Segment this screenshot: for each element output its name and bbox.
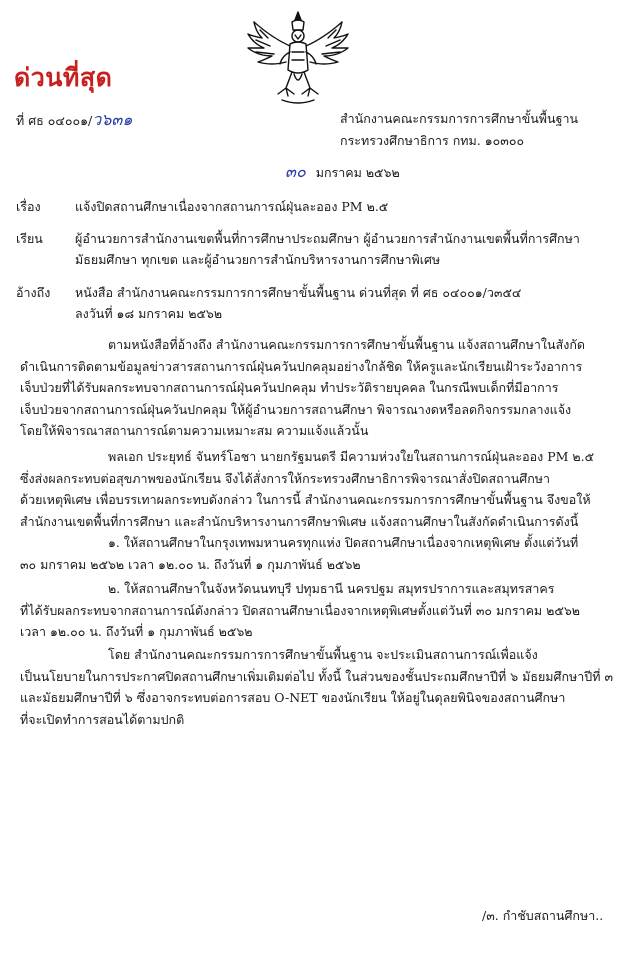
recipient-line: ผู้อำนวยการสำนักงานเขตพื้นที่การศึกษาประถมศึกษา ผู้อำนวยการสำนักงานเขตพื้นที่การศึกษา	[75, 231, 580, 246]
body-line: ตามหนังสือที่อ้างถึง สำนักงานคณะกรรมการการศึกษาขั้นพื้นฐาน แจ้งสถานศึกษาในสังกัด	[108, 337, 586, 352]
document-number-printed: ที่ ศธ ๐๔๐๐๑/	[16, 113, 93, 128]
body-line: ๒. ให้สถานศึกษาในจังหวัดนนทบุรี ปทุมธานี นครปฐม สมุทรปราการและสมุทรสาคร	[108, 581, 555, 596]
body-line: ด้วยเหตุพิเศษ เพื่อบรรเทาผลกระทบดังกล่าว ในการนี้ สำนักงานคณะกรรมการการศึกษาขั้นพื้นฐาน จึงขอให้	[20, 492, 591, 507]
continuation-note: /๓. กำชับสถานศึกษา..	[482, 908, 604, 923]
urgency-stamp: ด่วนที่สุด	[14, 63, 113, 92]
body-item-1	[20, 532, 616, 575]
office-name: สำนักงานคณะกรรมการการศึกษาขั้นพื้นฐาน	[340, 111, 579, 126]
date-month-year: มกราคม ๒๕๖๒	[315, 165, 400, 180]
office-address	[340, 108, 578, 152]
date-day-handwritten: ๓๐	[285, 162, 306, 181]
body-line: โดย สำนักงานคณะกรรมการการศึกษาขั้นพื้นฐาน จะประเมินสถานการณ์เพื่อแจ้ง	[108, 647, 538, 662]
document-number	[16, 108, 132, 133]
body-line: พลเอก ประยุทธ์ จันทร์โอชา นายกรัฐมนตรี มีความห่วงใยในสถานการณ์ฝุ่นละออง PM ๒.๕	[108, 449, 595, 464]
body-line: เวลา ๑๒.๐๐ น. ถึงวันที่ ๑ กุมภาพันธ์ ๒๕๖๒	[20, 624, 253, 639]
reference-line: ลงวันที่ ๑๘ มกราคม ๒๕๖๒	[75, 306, 223, 321]
body-line: เป็นนโยบายในการประกาศปิดสถานศึกษาเพิ่มเติมต่อไป ทั้งนี้ ในส่วนของชั้นประถมศึกษาปีที่ ๖ มัธยมศึกษาปีที่ ๓	[20, 668, 613, 684]
reference-label: อ้างถึง	[16, 285, 51, 300]
document-number-handwritten: ว๖๓๑	[92, 110, 133, 129]
subject-text: แจ้งปิดสถานศึกษาเนื่องจากสถานการณ์ฝุ่นละออง PM ๒.๕	[75, 199, 389, 214]
body-line: ที่ได้รับผลกระทบจากสถานการณ์ดังกล่าว ปิดสถานศึกษาเนื่องจากเหตุพิเศษตั้งแต่วันที่ ๓๐ มกราคม ๒๕๖๒	[20, 602, 581, 618]
document-date	[285, 160, 400, 185]
body-line: สำนักงานเขตพื้นที่การศึกษา และสำนักบริหารงานการศึกษาพิเศษ แจ้งสถานศึกษาในสังกัดดำเนินการดังนี้	[20, 513, 579, 529]
reference-line: หนังสือ สำนักงานคณะกรรมการการศึกษาขั้นพื้นฐาน ด่วนที่สุด ที่ ศธ ๐๔๐๐๑/ว๓๕๔	[75, 285, 522, 300]
body-paragraph-3	[20, 644, 616, 730]
recipient-label: เรียน	[16, 231, 43, 246]
garuda-emblem-icon	[242, 8, 354, 108]
body-line: ๓๐ มกราคม ๒๕๖๒ เวลา ๑๒.๐๐ น. ถึงวันที่ ๑ กุมภาพันธ์ ๒๕๖๒	[20, 556, 361, 572]
body-line: ๑. ให้สถานศึกษาในกรุงเทพมหานครทุกแห่ง ปิดสถานศึกษาเนื่องจากเหตุพิเศษ ตั้งแต่วันที่	[108, 535, 579, 550]
body-paragraph-2	[20, 446, 616, 532]
body-line: เจ็บป่วยที่ได้รับผลกระทบจากสถานการณ์ฝุ่นควันปกคลุม ทำประวัติรายบุคคล ในกรณีพบเด็กที่มีอาการ	[20, 380, 559, 395]
body-line: โดยให้พิจารณาสถานการณ์ตามความเหมาะสม ความแจ้งแล้วนั้น	[20, 423, 369, 438]
body-line: ดำเนินการติดตามข้อมูลข่าวสารสถานการณ์ฝุ่นควันปกคลุมอย่างใกล้ชิด ให้ครูและนักเรียนเฝ้าระวังอาการ	[20, 358, 583, 374]
body-line: และมัธยมศึกษาปีที่ ๖ ซึ่งอาจกระทบต่อการสอบ O-NET ของนักเรียน ให้อยู่ในดุลยพินิจของสถานศึกษา	[20, 690, 566, 705]
body-line: ซึ่งส่งผลกระทบต่อสุขภาพของนักเรียน จึงได้สั่งการให้กระทรวงศึกษาธิการพิจารณาสั่งปิดสถานศึกษา	[20, 470, 551, 486]
recipient-line: มัธยมศึกษา ทุกเขต และผู้อำนวยการสำนักบริหารงานการศึกษาพิเศษ	[75, 252, 441, 267]
body-line: ที่จะเปิดทำการสอนได้ตามปกติ	[20, 711, 185, 727]
office-location: กระทรวงศึกษาธิการ กทม. ๑๐๓๐๐	[340, 133, 525, 148]
body-line: เจ็บป่วยจากสถานการณ์ฝุ่นควันปกคลุม ให้ผู้อำนวยการสถานศึกษา พิจารณางดหรือลดกิจกรรมกลางแจ้ง	[20, 401, 572, 417]
subject-label: เรื่อง	[16, 199, 41, 214]
body-paragraph-1	[20, 334, 616, 442]
body-item-2	[20, 578, 616, 643]
